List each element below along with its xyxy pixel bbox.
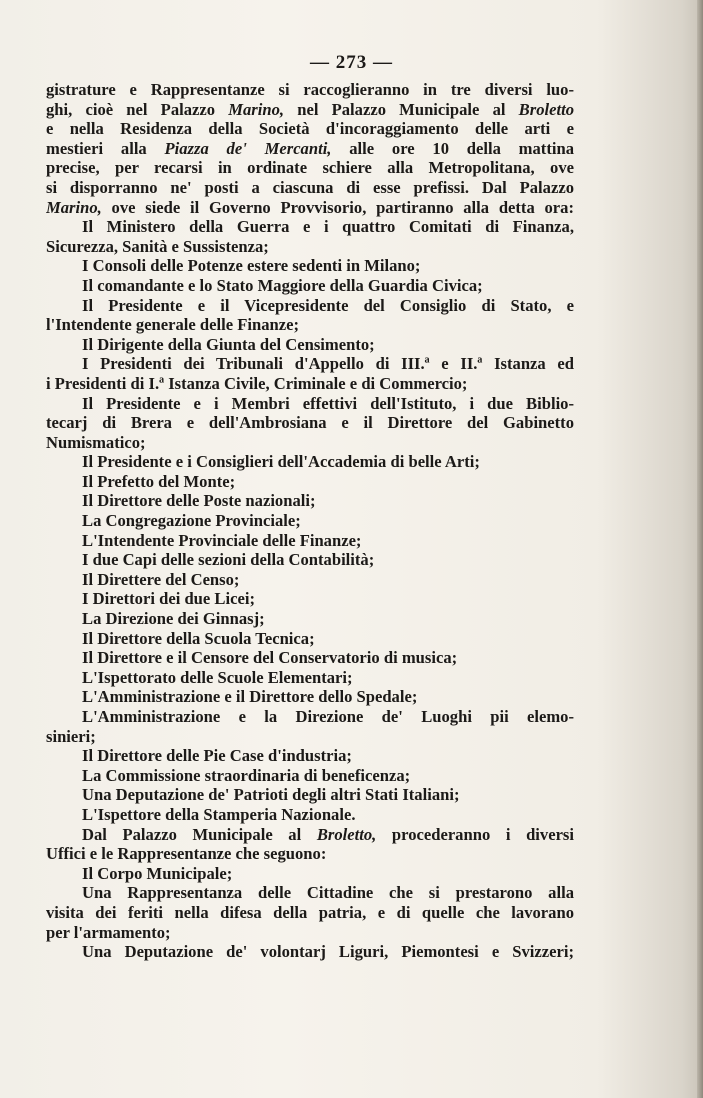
text-segment: Il Prefetto del Monte; bbox=[82, 471, 236, 491]
text-line bbox=[46, 139, 574, 159]
text-segment: tecarj di Brera e dell'Ambrosiana e il Direttore del Gabinetto bbox=[46, 413, 574, 433]
text-segment: Una Rappresentanza delle Cittadine che si prestarono alla bbox=[82, 883, 574, 903]
text-segment: Il Direttore delle Pie Case d'industria; bbox=[82, 746, 352, 766]
text-segment: alle ore 10 della mattina bbox=[331, 138, 574, 158]
text-segment: L'Ispettorato delle Scuole Elementari; bbox=[82, 667, 353, 687]
text-line bbox=[46, 433, 574, 453]
text-segment: I due Capi delle sezioni della Contabilità; bbox=[82, 550, 375, 570]
text-line bbox=[46, 805, 574, 825]
text-line bbox=[46, 942, 574, 962]
text-segment: e nella Residenza della Società d'incoraggiamento delle arti e bbox=[46, 119, 574, 139]
text-line bbox=[46, 864, 574, 884]
text-segment: Il Ministero della Guerra e i quattro Comitati di Finanza, bbox=[82, 217, 574, 237]
text-line bbox=[46, 198, 574, 218]
text-segment: Il Direttore e il Censore del Conservatorio di musica; bbox=[82, 648, 458, 668]
text-segment: nel Palazzo Municipale al bbox=[284, 99, 519, 119]
text-segment: procederanno i diversi bbox=[376, 824, 574, 844]
text-line bbox=[46, 629, 574, 649]
text-line bbox=[46, 785, 574, 805]
text-line bbox=[46, 354, 574, 374]
text-line bbox=[46, 237, 574, 257]
text-line bbox=[46, 609, 574, 629]
text-segment: mestieri alla bbox=[46, 138, 165, 158]
text-segment: La Congregazione Provinciale; bbox=[82, 511, 301, 531]
text-segment: precise, per recarsi in ordinate schiere alla Metropolitana, ove bbox=[46, 158, 574, 178]
text-segment: Broletto, bbox=[316, 824, 377, 844]
text-line bbox=[46, 452, 574, 472]
text-segment: Il Dirigente della Giunta del Censimento; bbox=[82, 334, 375, 354]
text-segment: I Presidenti dei Tribunali d'Appello di III.ª e II.ª Istanza ed bbox=[82, 354, 574, 374]
text-line bbox=[46, 746, 574, 766]
text-segment: Il Presidente e i Consiglieri dell'Accademia di belle Arti; bbox=[82, 452, 480, 472]
text-segment: Marino, bbox=[46, 197, 102, 217]
text-line bbox=[46, 394, 574, 414]
text-segment: Dal Palazzo Municipale al bbox=[82, 824, 317, 844]
text-line bbox=[46, 217, 574, 237]
text-line bbox=[46, 844, 574, 864]
text-line bbox=[46, 766, 574, 786]
text-line bbox=[46, 119, 574, 139]
text-segment: per l'armamento; bbox=[46, 922, 171, 942]
text-line bbox=[46, 100, 574, 120]
text-line bbox=[46, 589, 574, 609]
text-line bbox=[46, 335, 574, 355]
text-line bbox=[46, 472, 574, 492]
text-segment: I Consoli delle Potenze estere sedenti in Milano; bbox=[82, 256, 421, 276]
text-segment: Piazza de' Mercanti, bbox=[164, 138, 332, 158]
text-segment: Broletto bbox=[518, 99, 574, 119]
page-edge-shadow bbox=[697, 0, 703, 1098]
text-segment: Sicurezza, Sanità e Sussistenza; bbox=[46, 236, 269, 256]
text-segment: L'Intendente Provinciale delle Finanze; bbox=[82, 530, 362, 550]
text-segment: Il Presidente e i Membri effettivi dell'Istituto, i due Biblio- bbox=[82, 393, 574, 413]
text-segment: L'Ispettore della Stamperia Nazionale. bbox=[82, 804, 356, 824]
text-segment: Uffici e le Rappresentanze che seguono: bbox=[46, 844, 327, 864]
body-text bbox=[46, 80, 574, 962]
text-segment: l'Intendente generale delle Finanze; bbox=[46, 315, 300, 335]
text-line bbox=[46, 923, 574, 943]
text-segment: Il comandante e lo Stato Maggiore della Guardia Civica; bbox=[82, 275, 483, 295]
text-segment: Il Direttere del Censo; bbox=[82, 569, 240, 589]
text-segment: Il Presidente e il Vicepresidente del Consiglio di Stato, e bbox=[82, 295, 574, 315]
text-segment: Una Deputazione de' volontarj Liguri, Piemontesi e Svizzeri; bbox=[82, 942, 574, 962]
text-line bbox=[46, 296, 574, 316]
text-line bbox=[46, 687, 574, 707]
text-segment: visita dei feriti nella difesa della patria, e di quelle che lavorano bbox=[46, 902, 574, 922]
text-segment: L'Amministrazione e la Direzione de' Luoghi pii elemo- bbox=[82, 707, 574, 726]
text-line bbox=[46, 570, 574, 590]
page-number: — 273 — bbox=[310, 52, 393, 73]
text-segment: ove siede il Governo Provvisorio, partiranno alla detta ora: bbox=[101, 197, 574, 217]
text-line bbox=[46, 825, 574, 845]
text-line bbox=[46, 178, 574, 198]
text-line bbox=[46, 413, 574, 433]
text-segment: L'Amministrazione e il Direttore dello Spedale; bbox=[82, 687, 418, 707]
text-line bbox=[46, 158, 574, 178]
text-line bbox=[46, 903, 574, 923]
text-segment: sinieri; bbox=[46, 726, 96, 746]
text-segment: Il Direttore della Scuola Tecnica; bbox=[82, 628, 315, 648]
text-line bbox=[46, 276, 574, 296]
text-line bbox=[46, 707, 574, 727]
text-line bbox=[46, 550, 574, 570]
text-segment: La Direzione dei Ginnasj; bbox=[82, 609, 265, 629]
text-segment: Una Deputazione de' Patrioti degli altri Stati Italiani; bbox=[82, 785, 460, 805]
text-segment: Il Direttore delle Poste nazionali; bbox=[82, 491, 316, 511]
text-segment: Marino, bbox=[228, 99, 285, 119]
text-line bbox=[46, 648, 574, 668]
text-line bbox=[46, 315, 574, 335]
text-line bbox=[46, 80, 574, 100]
text-line bbox=[46, 883, 574, 903]
text-segment: Il Corpo Municipale; bbox=[82, 863, 233, 883]
text-segment: i Presidenti di I.ª Istanza Civile, Criminale e di Commercio; bbox=[46, 373, 468, 393]
text-segment: La Commissione straordinaria di beneficenza; bbox=[82, 765, 411, 785]
text-segment: Numismatico; bbox=[46, 432, 146, 452]
text-segment: I Direttori dei due Licei; bbox=[82, 589, 255, 609]
text-line bbox=[46, 511, 574, 531]
text-segment: si disporranno ne' posti a ciascuna di esse prefissi. Dal Palazzo bbox=[46, 177, 574, 197]
text-segment: gistrature e Rappresentanze si raccoglieranno in tre diversi luo- bbox=[46, 80, 574, 99]
text-segment: ghi, cioè nel Palazzo bbox=[46, 99, 229, 119]
text-line bbox=[46, 256, 574, 276]
text-line bbox=[46, 531, 574, 551]
text-line bbox=[46, 727, 574, 747]
text-line bbox=[46, 374, 574, 394]
text-line bbox=[46, 491, 574, 511]
text-line bbox=[46, 668, 574, 688]
